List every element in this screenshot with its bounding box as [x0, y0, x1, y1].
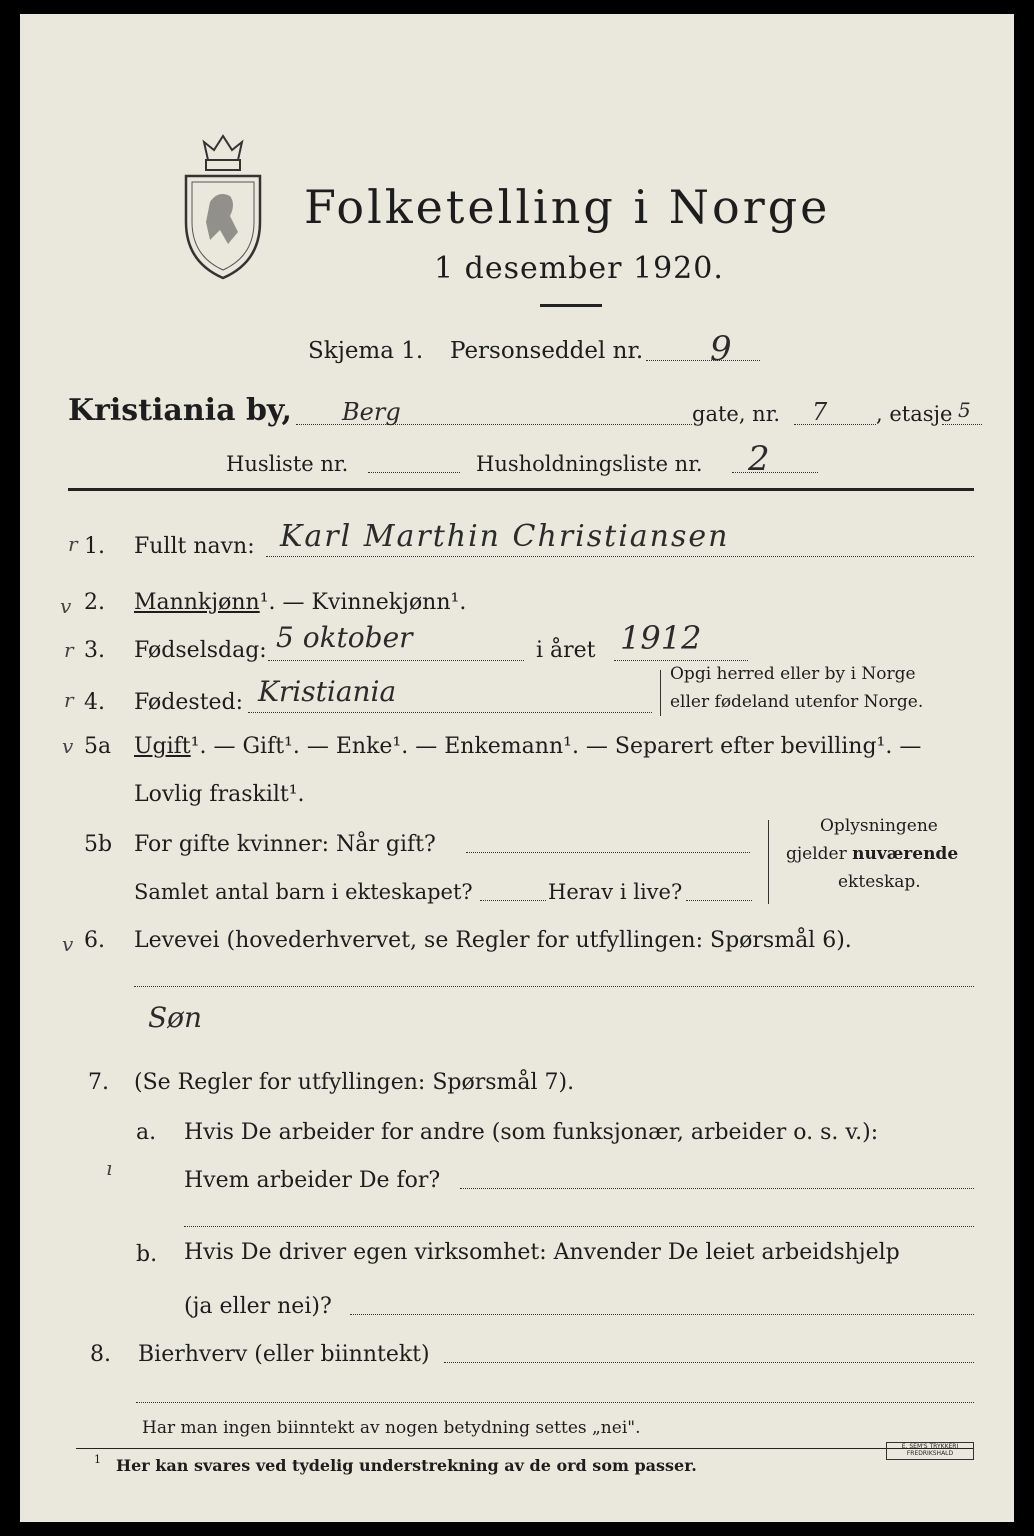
q7a-line: [460, 1188, 974, 1189]
q5b-children-line: [480, 900, 546, 901]
q5b-married-line: [466, 852, 750, 853]
q5a-line2[interactable]: Lovlig fraskilt¹.: [134, 782, 305, 807]
coat-of-arms-icon: [180, 132, 266, 282]
note-nei: Har man ingen biinntekt av nogen betydning settes „nei".: [142, 1418, 641, 1438]
q2-male-option[interactable]: Mannkjønn: [134, 590, 260, 615]
q5b-label: For gifte kvinner: Når gift?: [134, 832, 436, 857]
q6-line: [134, 986, 974, 987]
q5b-number: 5b: [84, 832, 113, 857]
q3-year-label: i året: [536, 638, 596, 663]
q5b-note-line1: Oplysningene: [820, 816, 938, 836]
title-divider: [540, 304, 602, 307]
q7a-line2-label: Hvem arbeider De for?: [184, 1168, 441, 1193]
q4-label: Fødested:: [134, 690, 244, 715]
q2-female-option[interactable]: Kvinnekjønn¹.: [311, 590, 467, 615]
q7-label: (Se Regler for utfyllingen: Spørsmål 7).: [134, 1070, 575, 1095]
q5b-note-line2: [786, 846, 958, 863]
q5b-note-current: nuværende: [852, 844, 959, 864]
q6-label: Levevei (hovederhvervet, se Regler for utfyllingen: Spørsmål 6).: [134, 928, 852, 953]
gate-nr-value[interactable]: 7: [812, 398, 828, 426]
etasje-line: [942, 424, 982, 425]
q5b-children-label: Samlet antal barn i ekteskapet?: [134, 880, 473, 904]
q1-full-name[interactable]: Karl Marthin Christiansen: [280, 519, 730, 554]
q5b-alive-line: [686, 900, 752, 901]
gate-nr-line: [794, 424, 876, 425]
personseddel-line: [646, 360, 760, 361]
husliste-line: [368, 472, 460, 473]
check-mark: v: [62, 932, 74, 956]
q4-note-brace: [660, 670, 661, 716]
street-value[interactable]: Berg: [342, 398, 401, 426]
form-title: Folketelling i Norge: [304, 180, 831, 234]
q5b-note-gjelder: gjelder: [786, 844, 853, 864]
q2-number: 2.: [84, 590, 105, 615]
check-mark: v: [62, 734, 74, 758]
q5b-note-line3: ekteskap.: [838, 872, 921, 892]
q7b-letter: b.: [136, 1242, 158, 1267]
personseddel-value[interactable]: 9: [710, 329, 732, 369]
q3-year-line: [614, 660, 748, 661]
footnote-mark: 1: [94, 1453, 101, 1466]
check-mark: r: [64, 638, 74, 662]
q2-options: [134, 592, 466, 614]
q7b-line2-label: (ja eller nei)?: [184, 1294, 332, 1319]
q8-extra-line: [136, 1402, 974, 1403]
check-mark: r: [68, 532, 78, 556]
q7-number: 7.: [88, 1070, 109, 1095]
q4-note-line1: Opgi herred eller by i Norge: [670, 664, 916, 684]
q3-number: 3.: [84, 638, 105, 663]
husholdning-value[interactable]: 2: [748, 439, 770, 479]
q5a-other-options[interactable]: ¹. — Gift¹. — Enke¹. — Enkemann¹. — Separert efter bevilling¹. —: [190, 734, 922, 759]
q5a-number: 5a: [84, 734, 112, 759]
etasje-label: , etasje: [876, 402, 953, 426]
q7b-line: [350, 1314, 974, 1315]
q7a-label: Hvis De arbeider for andre (som funksjonær, arbeider o. s. v.):: [184, 1120, 879, 1145]
printer-stamp: E. SEM'S TRYKKERI FREDRIKSHALD: [886, 1442, 974, 1460]
q6-number: 6.: [84, 928, 105, 953]
q4-birthplace-value[interactable]: Kristiania: [258, 675, 397, 708]
q5b-alive-label: Herav i live?: [548, 880, 683, 904]
q5a-ugift-option[interactable]: Ugift: [134, 734, 191, 759]
q5a-options: [134, 736, 921, 758]
check-mark: r: [64, 688, 74, 712]
gate-label: gate, nr.: [692, 402, 781, 426]
etasje-value[interactable]: 5: [958, 398, 971, 422]
q4-line: [248, 712, 652, 713]
q4-number: 4.: [84, 690, 105, 715]
header-divider: [68, 488, 974, 491]
q6-occupation-value[interactable]: Søn: [148, 1001, 203, 1034]
q7a-letter: a.: [136, 1120, 157, 1145]
footnote-text: Her kan svares ved tydelig understrekning av de ord som passer.: [116, 1456, 697, 1475]
husliste-label: Husliste nr.: [226, 452, 349, 476]
husholdning-label: Husholdningsliste nr.: [476, 452, 703, 476]
q3-birthday-value[interactable]: 5 oktober: [276, 621, 413, 654]
q4-note-line2: eller fødeland utenfor Norge.: [670, 692, 924, 712]
q8-line: [444, 1362, 974, 1363]
q1-line: [266, 556, 974, 557]
city-label: Kristiania by,: [68, 393, 292, 428]
q3-label: Fødselsdag:: [134, 638, 267, 663]
census-date: 1 desember 1920.: [434, 251, 724, 286]
footnote-divider: [76, 1448, 974, 1449]
q8-number: 8.: [90, 1342, 111, 1367]
census-form: [20, 14, 1014, 1522]
husholdning-line: [732, 472, 818, 473]
personseddel-label: Personseddel nr.: [450, 338, 644, 364]
skjema-label: Skjema 1.: [308, 338, 424, 364]
q8-label: Bierhverv (eller biinntekt): [138, 1342, 430, 1367]
check-mark: v: [60, 594, 72, 618]
q1-number: 1.: [84, 534, 105, 559]
q3-line: [268, 660, 524, 661]
q2-separator: ¹. —: [259, 590, 312, 615]
check-mark: ı: [106, 1156, 113, 1180]
q5b-note-brace: [768, 820, 769, 904]
q1-label: Fullt navn:: [134, 534, 255, 559]
q3-year-value[interactable]: 1912: [620, 619, 702, 657]
q7b-label: Hvis De driver egen virksomhet: Anvender De leiet arbeidshjelp: [184, 1240, 900, 1265]
q7a-extra-line: [184, 1226, 974, 1227]
